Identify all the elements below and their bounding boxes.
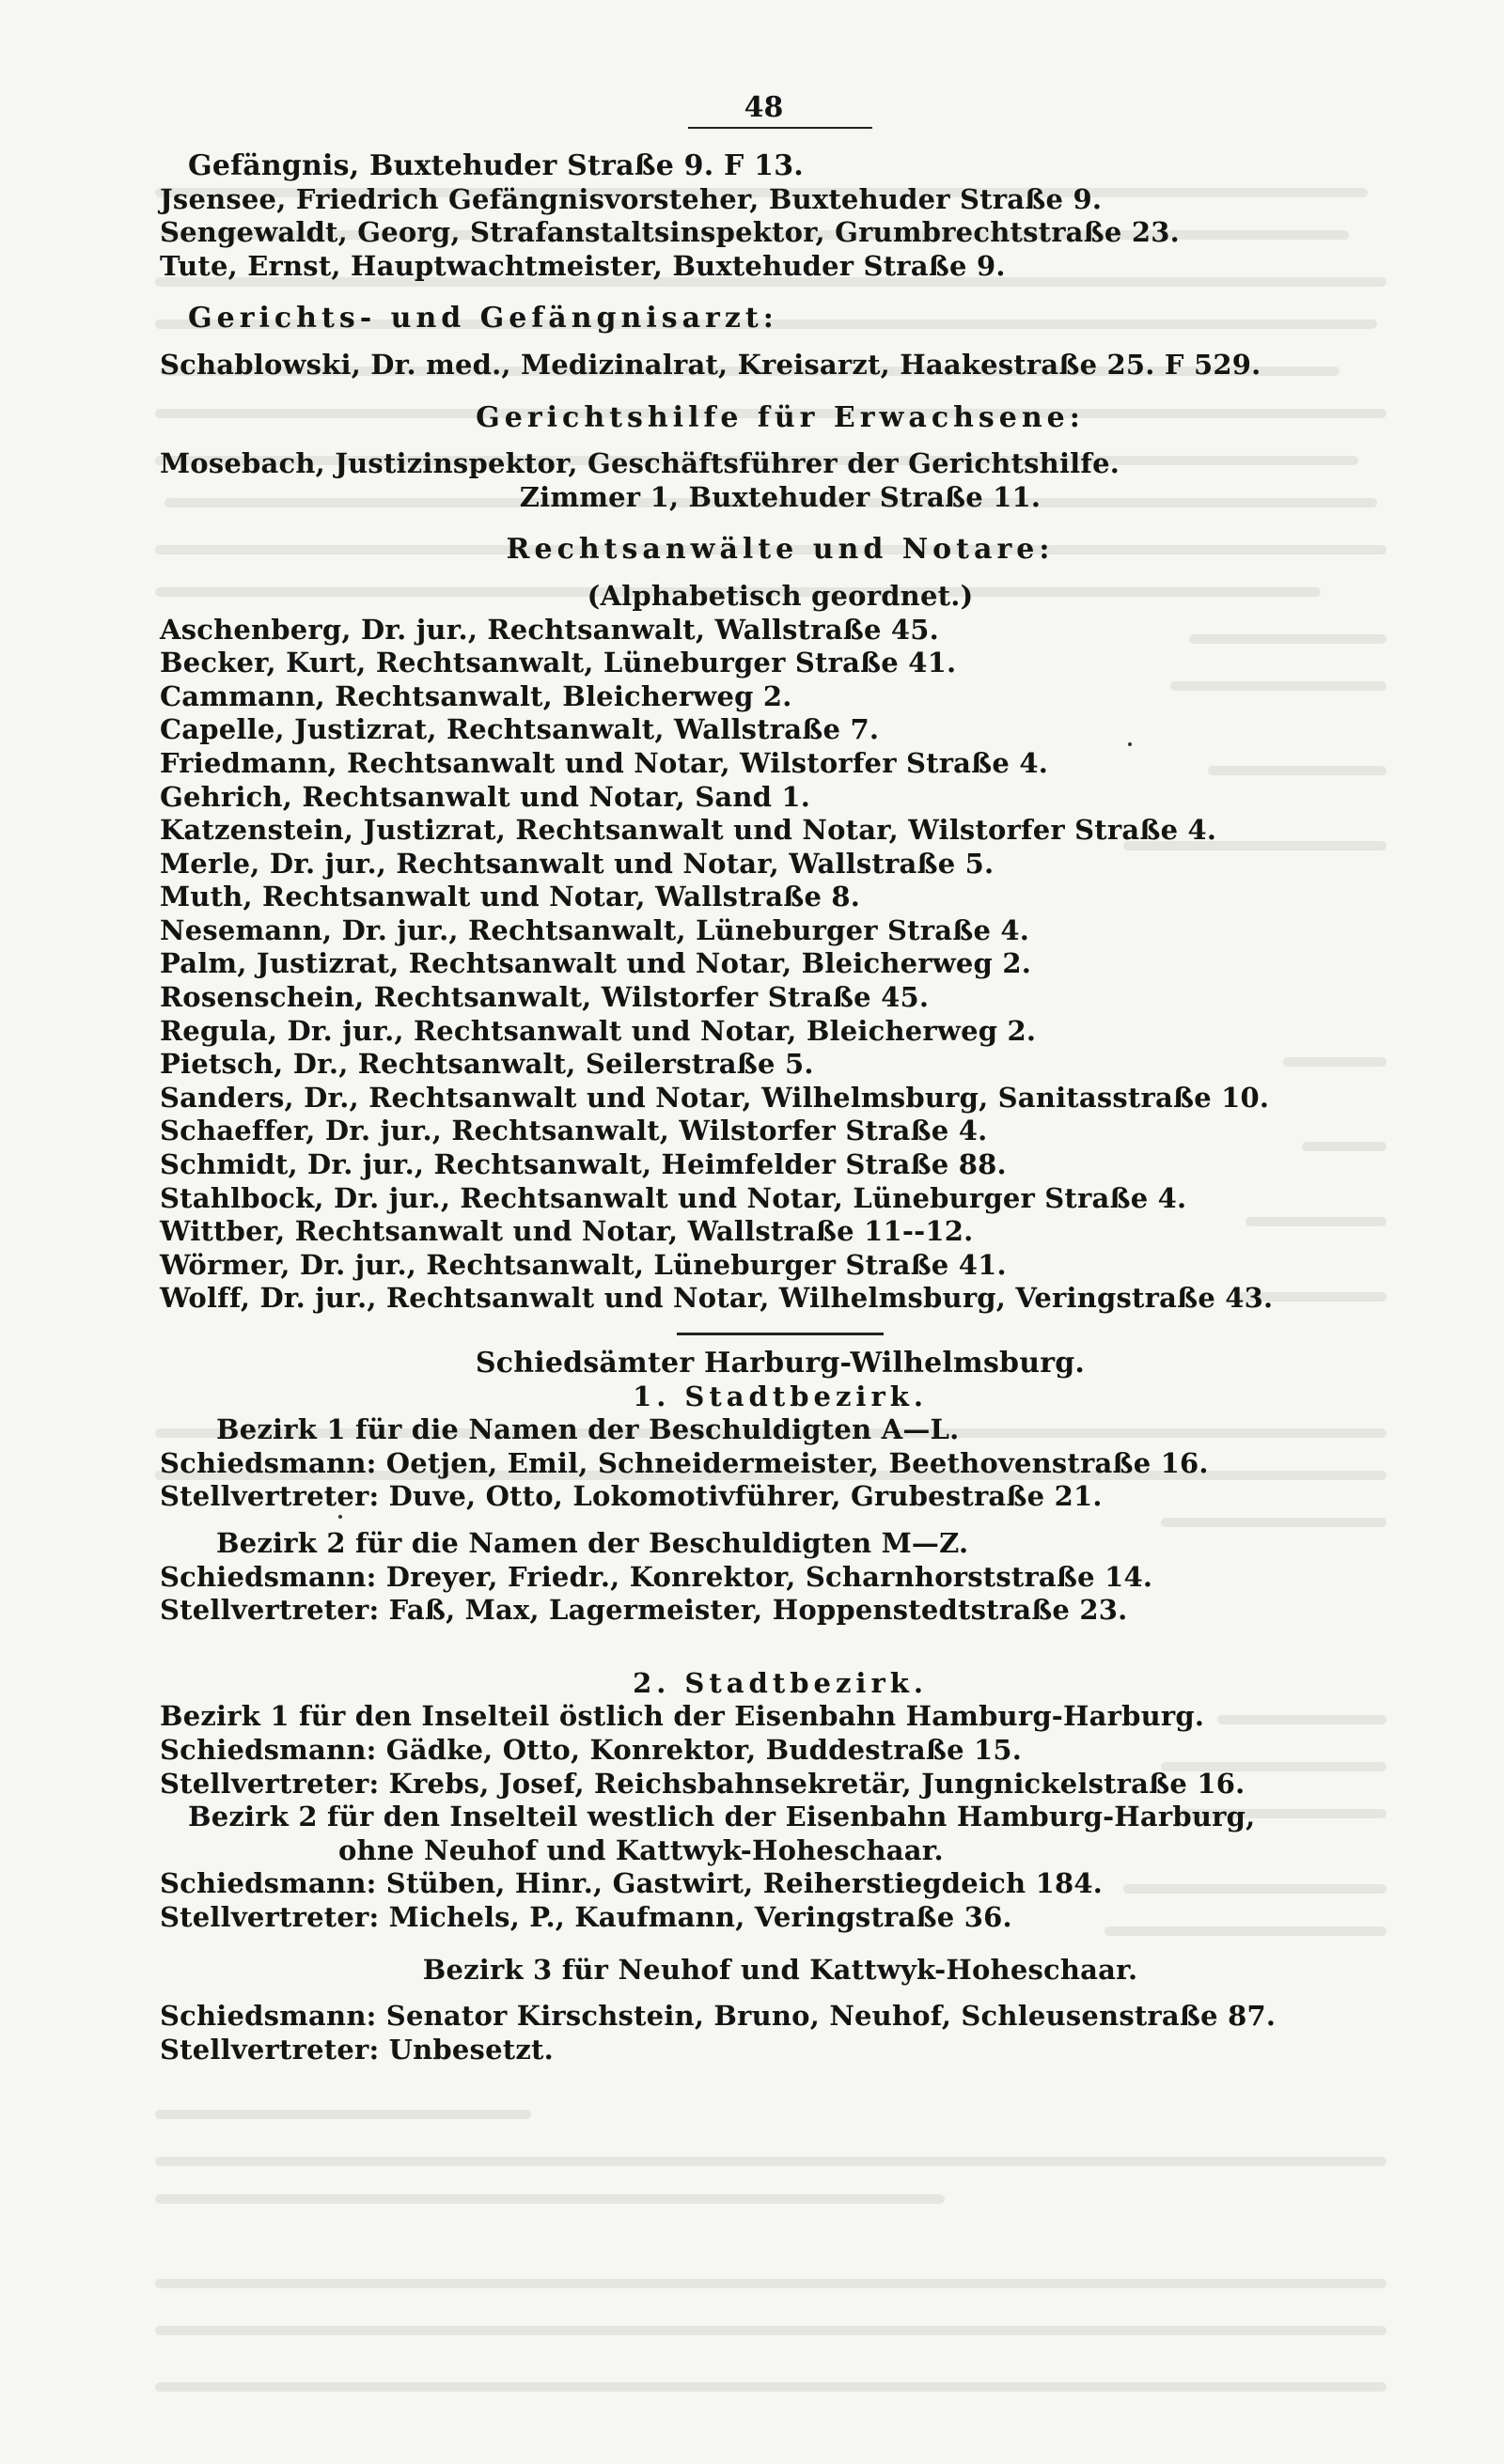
adult-aid-line-2: Zimmer 1, Buxtehuder Straße 11. — [519, 480, 1042, 513]
lawyer-entry: Wittber, Rechtsanwalt und Notar, Wallstraße 11--12. — [160, 1215, 974, 1248]
page-content — [160, 89, 1401, 2066]
prison-title: Gefängnis, Buxtehuder Straße 9. F 13. — [188, 149, 804, 182]
district-2-bezirk-1-stellvertreter: Stellvertreter: Krebs, Josef, Reichsbahnsekretär, Jungnickelstraße 16. — [160, 1767, 1246, 1800]
lawyer-entry: Schmidt, Dr. jur., Rechtsanwalt, Heimfelder Straße 88. — [160, 1148, 1007, 1181]
district-2-bezirk-2-heading: Bezirk 2 für den Inselteil westlich der Eisenbahn Hamburg-Harburg, — [188, 1801, 1256, 1833]
lawyer-entry: Gehrich, Rechtsanwalt und Notar, Sand 1. — [160, 780, 811, 813]
district-1-heading: 1. Stadtbezirk. — [633, 1380, 928, 1412]
prison-staff-1: Jsensee, Friedrich Gefängnisvorsteher, Buxtehuder Straße 9. — [160, 182, 1103, 215]
page-number — [160, 89, 1401, 136]
page-number-text: 48 — [688, 89, 873, 129]
district-2-bezirk-2-stellvertreter: Stellvertreter: Michels, P., Kaufmann, Veringstraße 36. — [160, 1900, 1012, 1933]
district-2-bezirk-1-schiedsmann: Schiedsmann: Gädke, Otto, Konrektor, Buddestraße 15. — [160, 1733, 1023, 1766]
lawyer-entry: Palm, Justizrat, Rechtsanwalt und Notar, Bleicherweg 2. — [160, 947, 1032, 980]
lawyer-entry: Regula, Dr. jur., Rechtsanwalt und Notar, Bleicherweg 2. — [160, 1014, 1037, 1047]
lawyer-entry: Nesemann, Dr. jur., Rechtsanwalt, Lüneburger Straße 4. — [160, 913, 1030, 946]
lawyer-entry: Muth, Rechtsanwalt und Notar, Wallstraße 8. — [160, 881, 861, 913]
arbitration-title: Schiedsämter Harburg-Wilhelmsburg. — [475, 1347, 1086, 1380]
prison-staff-2: Sengewaldt, Georg, Strafanstaltsinspektor, Grumbrechtstraße 23. — [160, 216, 1180, 249]
lawyer-entry: Wörmer, Dr. jur., Rechtsanwalt, Lüneburger Straße 41. — [160, 1248, 1007, 1281]
district-1-bezirk-2-heading: Bezirk 2 für die Namen der Beschuldigten M—Z. — [216, 1526, 969, 1559]
adult-aid-heading: Gerichtshilfe für Erwachsene: — [476, 400, 1085, 434]
section-divider — [677, 1333, 884, 1335]
lawyers-list — [160, 614, 1401, 1316]
district-2-bezirk-3-heading: Bezirk 3 für Neuhof und Kattwyk-Hoheschaar. — [422, 1953, 1138, 1986]
lawyer-entry: Stahlbock, Dr. jur., Rechtsanwalt und Notar, Lüneburger Straße 4. — [160, 1181, 1187, 1214]
lawyer-entry: Becker, Kurt, Rechtsanwalt, Lüneburger Straße 41. — [160, 647, 957, 679]
district-1-bezirk-1-schiedsmann: Schiedsmann: Oetjen, Emil, Schneidermeister, Beethovenstraße 16. — [160, 1446, 1209, 1479]
lawyer-entry: Friedmann, Rechtsanwalt und Notar, Wilstorfer Straße 4. — [160, 746, 1049, 779]
lawyer-entry: Katzenstein, Justizrat, Rechtsanwalt und Notar, Wilstorfer Straße 4. — [160, 814, 1217, 847]
district-2-bezirk-3-schiedsmann: Schiedsmann: Senator Kirschstein, Bruno, Neuhof, Schleusenstraße 87. — [160, 2000, 1277, 2033]
district-1-bezirk-1-heading: Bezirk 1 für die Namen der Beschuldigten A—L. — [216, 1413, 960, 1446]
lawyer-entry: Rosenschein, Rechtsanwalt, Wilstorfer Straße 45. — [160, 981, 930, 1014]
district-2-bezirk-3-stellvertreter: Stellvertreter: Unbesetzt. — [160, 2033, 554, 2066]
lawyer-entry: Cammann, Rechtsanwalt, Bleicherweg 2. — [160, 679, 792, 712]
district-2-bezirk-2-heading-continued: ohne Neuhof und Kattwyk-Hoheschaar. — [338, 1833, 944, 1866]
lawyer-entry: Capelle, Justizrat, Rechtsanwalt, Wallstraße 7. — [160, 713, 880, 746]
prison-staff-3: Tute, Ernst, Hauptwachtmeister, Buxtehuder Straße 9. — [160, 249, 1006, 282]
district-1-bezirk-2-stellvertreter: Stellvertreter: Faß, Max, Lagermeister, Hoppenstedtstraße 23. — [160, 1594, 1128, 1627]
district-1-bezirk-2-schiedsmann: Schiedsmann: Dreyer, Friedr., Konrektor, Scharnhorststraße 14. — [160, 1560, 1153, 1593]
lawyer-entry: Pietsch, Dr., Rechtsanwalt, Seilerstraße 5. — [160, 1048, 814, 1081]
lawyer-entry: Wolff, Dr. jur., Rechtsanwalt und Notar, Wilhelmsburg, Veringstraße 43. — [160, 1282, 1274, 1315]
district-2-bezirk-1-heading: Bezirk 1 für den Inselteil östlich der Eisenbahn Hamburg-Harburg. — [160, 1700, 1205, 1733]
district-2-heading: 2. Stadtbezirk. — [633, 1666, 928, 1699]
lawyer-entry: Schaeffer, Dr. jur., Rechtsanwalt, Wilstorfer Straße 4. — [160, 1115, 988, 1147]
district-1-bezirk-1-stellvertreter: Stellvertreter: Duve, Otto, Lokomotivführer, Grubestraße 21. — [160, 1480, 1103, 1513]
lawyers-heading: Rechtsanwälte und Notare: — [506, 533, 1055, 567]
lawyer-entry: Sanders, Dr., Rechtsanwalt und Notar, Wilhelmsburg, Sanitasstraße 10. — [160, 1081, 1270, 1114]
lawyer-entry: Aschenberg, Dr. jur., Rechtsanwalt, Wallstraße 45. — [160, 613, 939, 646]
court-doctor-entry: Schablowski, Dr. med., Medizinalrat, Kreisarzt, Haakestraße 25. F 529. — [160, 348, 1261, 381]
lawyers-subheading: (Alphabetisch geordnet.) — [587, 579, 974, 612]
court-doctor-heading: Gerichts- und Gefängnisarzt: — [188, 302, 778, 335]
adult-aid-line-1: Mosebach, Justizinspektor, Geschäftsführer der Gerichtshilfe. — [160, 447, 1120, 480]
lawyer-entry: Merle, Dr. jur., Rechtsanwalt und Notar, Wallstraße 5. — [160, 847, 995, 880]
district-2-bezirk-2-schiedsmann: Schiedsmann: Stüben, Hinr., Gastwirt, Reiherstiegdeich 184. — [160, 1867, 1104, 1900]
